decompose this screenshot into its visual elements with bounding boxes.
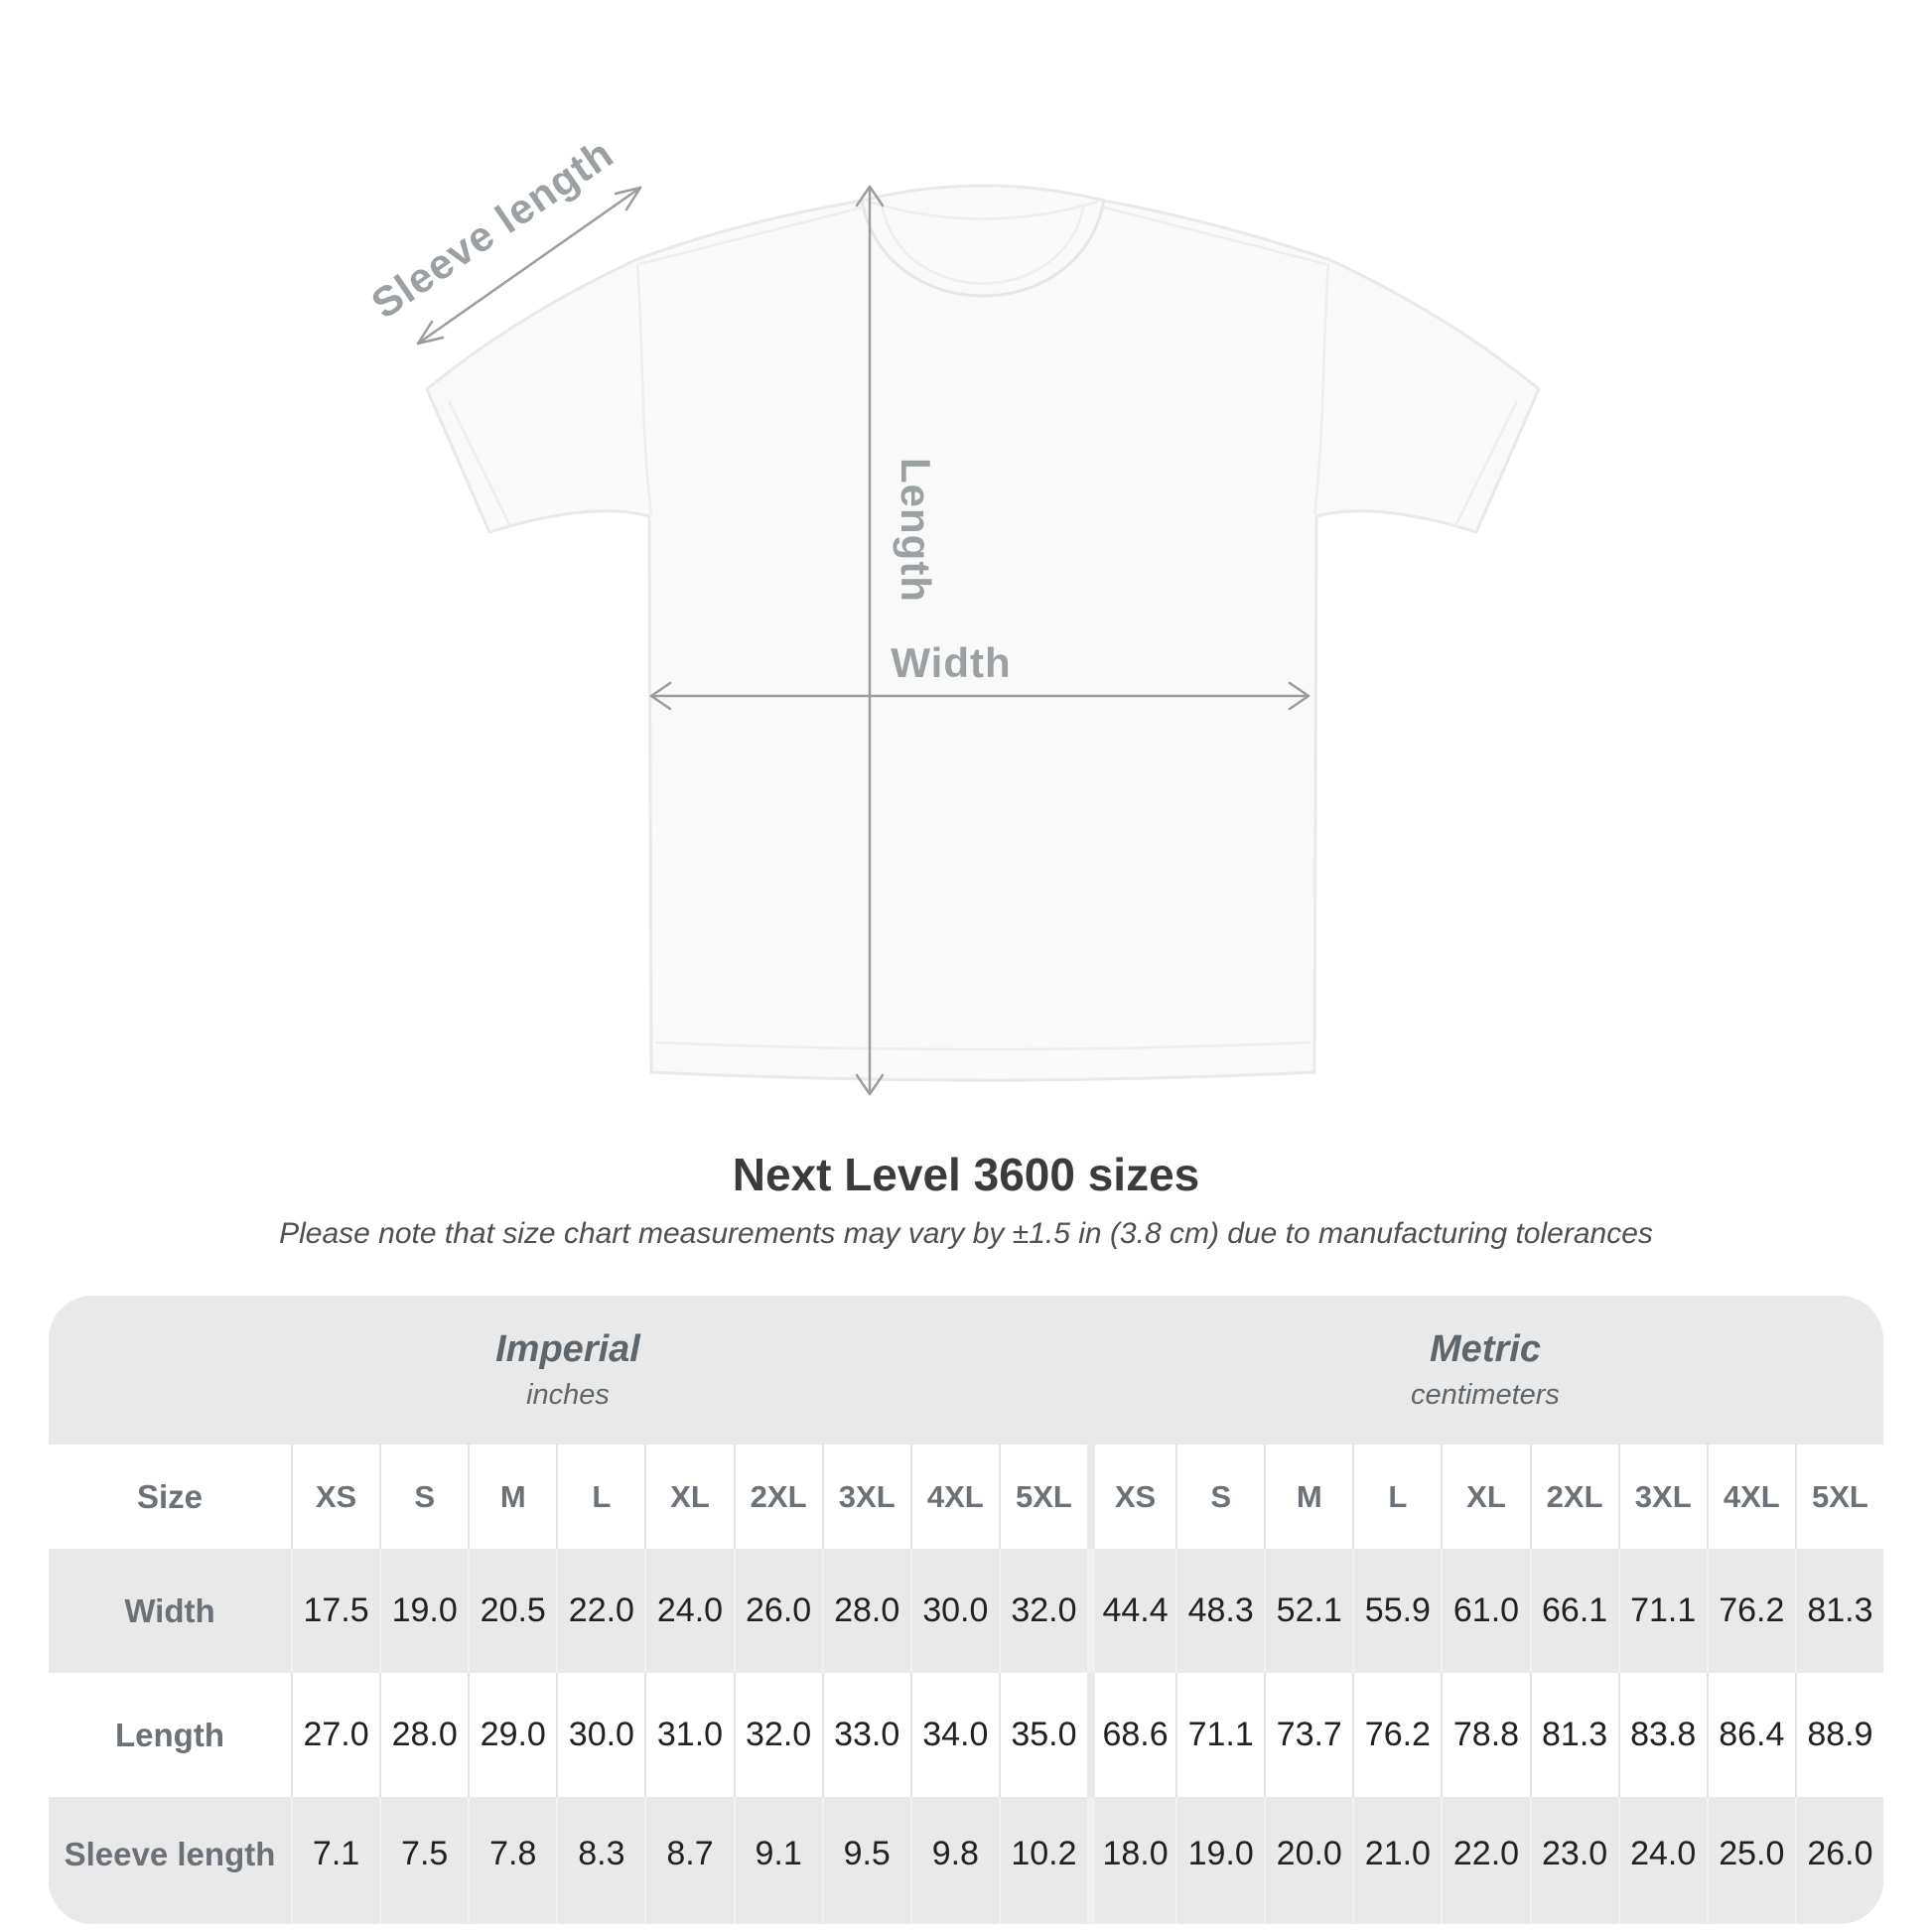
sleeve-length-label: Sleeve length [362,129,622,328]
size-col-header: 5XL [1795,1445,1883,1549]
width-value-cell: 32.0 [999,1549,1087,1673]
length-value-cell: 34.0 [910,1673,999,1797]
length-value-cell: 35.0 [999,1673,1087,1797]
width-value-cell: 55.9 [1352,1549,1441,1673]
width-value-cell: 48.3 [1175,1549,1264,1673]
sleeve-value-cell: 10.2 [999,1797,1087,1924]
size-row-header: Size [49,1445,291,1549]
sleeve-value-cell: 8.7 [644,1797,733,1924]
size-col-header: L [1352,1445,1441,1549]
size-col-header: XL [1441,1445,1529,1549]
sleeve-value-cell: 24.0 [1618,1797,1707,1924]
size-col-header: XS [1087,1445,1175,1549]
size-col-header: S [1175,1445,1264,1549]
sleeve-value-cell: 22.0 [1441,1797,1529,1924]
page-subtitle: Please note that size chart measurements may vary by ±1.5 in (3.8 cm) due to manufacturing tolerances [279,1217,1653,1250]
length-value-cell: 27.0 [291,1673,379,1797]
metric-label: Metric [1430,1328,1541,1370]
length-value-cell: 73.7 [1264,1673,1352,1797]
length-value-cell: 83.8 [1618,1673,1707,1797]
width-value-cell: 81.3 [1795,1549,1883,1673]
sleeve-value-cell: 7.5 [379,1797,468,1924]
length-row-header: Length [49,1673,291,1797]
length-value-cell: 29.0 [468,1673,556,1797]
sleeve-value-cell: 19.0 [1175,1797,1264,1924]
sleeve-value-cell: 20.0 [1264,1797,1352,1924]
sleeve-value-cell: 18.0 [1087,1797,1175,1924]
size-col-header: 4XL [910,1445,999,1549]
size-col-header: 5XL [999,1445,1087,1549]
width-value-cell: 76.2 [1707,1549,1795,1673]
page-title: Next Level 3600 sizes [732,1149,1200,1200]
length-value-cell: 28.0 [379,1673,468,1797]
tshirt-silhouette [427,186,1539,1080]
length-label: Length [893,458,939,603]
metric-group-header [1087,1296,1883,1445]
size-col-header: 2XL [1530,1445,1618,1549]
sleeve-value-cell: 8.3 [556,1797,644,1924]
length-value-cell: 30.0 [556,1673,644,1797]
length-value-cell: 86.4 [1707,1673,1795,1797]
width-value-cell: 22.0 [556,1549,644,1673]
size-col-header: XS [291,1445,379,1549]
imperial-sublabel: inches [526,1379,610,1411]
width-value-cell: 24.0 [644,1549,733,1673]
size-table [49,1296,1883,1924]
width-value-cell: 71.1 [1618,1549,1707,1673]
size-col-header: 3XL [822,1445,910,1549]
sleeve-value-cell: 23.0 [1530,1797,1618,1924]
width-value-cell: 30.0 [910,1549,999,1673]
length-value-cell: 32.0 [734,1673,822,1797]
length-value-cell: 81.3 [1530,1673,1618,1797]
metric-sublabel: centimeters [1411,1379,1560,1411]
size-col-header: XL [644,1445,733,1549]
width-label: Width [891,639,1012,686]
width-value-cell: 44.4 [1087,1549,1175,1673]
sleeve-value-cell: 9.8 [910,1797,999,1924]
length-value-cell: 68.6 [1087,1673,1175,1797]
sleeve-value-cell: 25.0 [1707,1797,1795,1924]
length-value-cell: 76.2 [1352,1673,1441,1797]
sleeve-value-cell: 9.5 [822,1797,910,1924]
size-col-header: 3XL [1618,1445,1707,1549]
imperial-group-header [49,1296,1087,1445]
size-col-header: 4XL [1707,1445,1795,1549]
length-value-cell: 31.0 [644,1673,733,1797]
size-col-header: M [1264,1445,1352,1549]
sleeve-value-cell: 7.1 [291,1797,379,1924]
width-value-cell: 61.0 [1441,1549,1529,1673]
width-value-cell: 26.0 [734,1549,822,1673]
width-value-cell: 66.1 [1530,1549,1618,1673]
size-col-header: M [468,1445,556,1549]
length-value-cell: 71.1 [1175,1673,1264,1797]
size-col-header: 2XL [734,1445,822,1549]
length-value-cell: 78.8 [1441,1673,1529,1797]
length-value-cell: 33.0 [822,1673,910,1797]
size-col-header: S [379,1445,468,1549]
width-row-header: Width [124,1591,215,1629]
sleeve-value-cell: 9.1 [734,1797,822,1924]
width-value-cell: 17.5 [291,1549,379,1673]
sleeve-row-header: Sleeve length [64,1835,276,1872]
imperial-label: Imperial [495,1328,640,1370]
sleeve-value-cell: 7.8 [468,1797,556,1924]
size-col-header: L [556,1445,644,1549]
width-value-cell: 52.1 [1264,1549,1352,1673]
width-value-cell: 19.0 [379,1549,468,1673]
width-value-cell: 20.5 [468,1549,556,1673]
sleeve-value-cell: 21.0 [1352,1797,1441,1924]
length-value-cell: 88.9 [1795,1673,1883,1797]
width-value-cell: 28.0 [822,1549,910,1673]
sleeve-value-cell: 26.0 [1795,1797,1883,1924]
